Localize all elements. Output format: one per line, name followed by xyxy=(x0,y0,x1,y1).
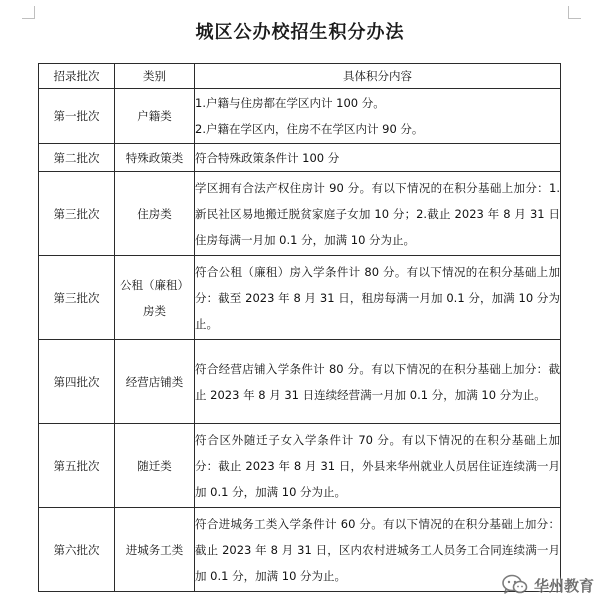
table-row xyxy=(39,172,561,256)
content-cell xyxy=(195,340,561,424)
content-cell xyxy=(195,144,561,172)
content-line: 符合特殊政策条件计 100 分 xyxy=(195,150,340,165)
wechat-icon xyxy=(502,574,528,596)
table-row xyxy=(39,256,561,340)
category-cell: 随迁类 xyxy=(115,424,195,508)
table-row xyxy=(39,508,561,592)
content-line: 符合经营店铺入学条件计 80 分。有以下情况的在积分基础上加分：截止 2023 年 8 月 31 日连续经营满一月加 0.1 分，加满 10 分为止。 xyxy=(195,361,560,402)
batch-cell: 第三批次 xyxy=(39,256,115,340)
batch-cell: 第一批次 xyxy=(39,89,115,144)
batch-cell: 第六批次 xyxy=(39,508,115,592)
content-cell xyxy=(195,89,561,144)
batch-cell: 第三批次 xyxy=(39,172,115,256)
content-line: 符合区外随迁子女入学条件计 70 分。有以下情况的在积分基础上加分：截止 2023 年 8 月 31 日，外县来华州就业人员居住证连续满一月加 0.1 分，加满 10 分为止。 xyxy=(195,432,560,499)
content-cell xyxy=(195,172,561,256)
header-batch: 招录批次 xyxy=(39,64,115,89)
document-title: 城区公办校招生积分办法 xyxy=(195,22,405,43)
table-row xyxy=(39,424,561,508)
table-row xyxy=(39,89,561,144)
category-cell: 经营店铺类 xyxy=(115,340,195,424)
batch-cell: 第五批次 xyxy=(39,424,115,508)
content-line: 学区拥有合法产权住房计 90 分。有以下情况的在积分基础上加分：1.新民社区易地搬迁脱贫家庭子女加 10 分；2.截止 2023 年 8 月 31 日住房每满一月加 0.1 分，加满 10 分为止。 xyxy=(195,180,560,247)
batch-cell: 第四批次 xyxy=(39,340,115,424)
content-cell xyxy=(195,256,561,340)
watermark-text: 华州教育 xyxy=(533,576,594,595)
content-line: 1.户籍与住房都在学区内计 100 分。 xyxy=(195,96,385,110)
category-cell: 进城务工类 xyxy=(115,508,195,592)
table-header-row xyxy=(39,64,561,89)
table-row xyxy=(39,144,561,172)
category-cell: 户籍类 xyxy=(115,89,195,144)
content-line: 符合公租（廉租）房入学条件计 80 分。有以下情况的在积分基础上加分：截至 2023 年 8 月 31 日，租房每满一月加 0.1 分，加满 10 分为止。 xyxy=(195,264,560,331)
batch-cell: 第二批次 xyxy=(39,144,115,172)
admission-points-table xyxy=(38,63,561,592)
header-category: 类别 xyxy=(115,64,195,89)
watermark xyxy=(502,574,594,596)
content-line: 符合进城务工类入学条件计 60 分。有以下情况的在积分基础上加分：截止 2023 年 8 月 31 日，区内农村进城务工人员务工合同连续满一月加 0.1 分，加满 10 分为止。 xyxy=(195,516,560,583)
category-cell: 住房类 xyxy=(115,172,195,256)
table-row xyxy=(39,340,561,424)
category-cell: 特殊政策类 xyxy=(115,144,195,172)
content-cell xyxy=(195,424,561,508)
header-content: 具体积分内容 xyxy=(195,64,561,89)
content-line: 2.户籍在学区内，住房不在学区内计 90 分。 xyxy=(195,122,424,136)
category-cell: 公租（廉租）房类 xyxy=(115,256,195,340)
